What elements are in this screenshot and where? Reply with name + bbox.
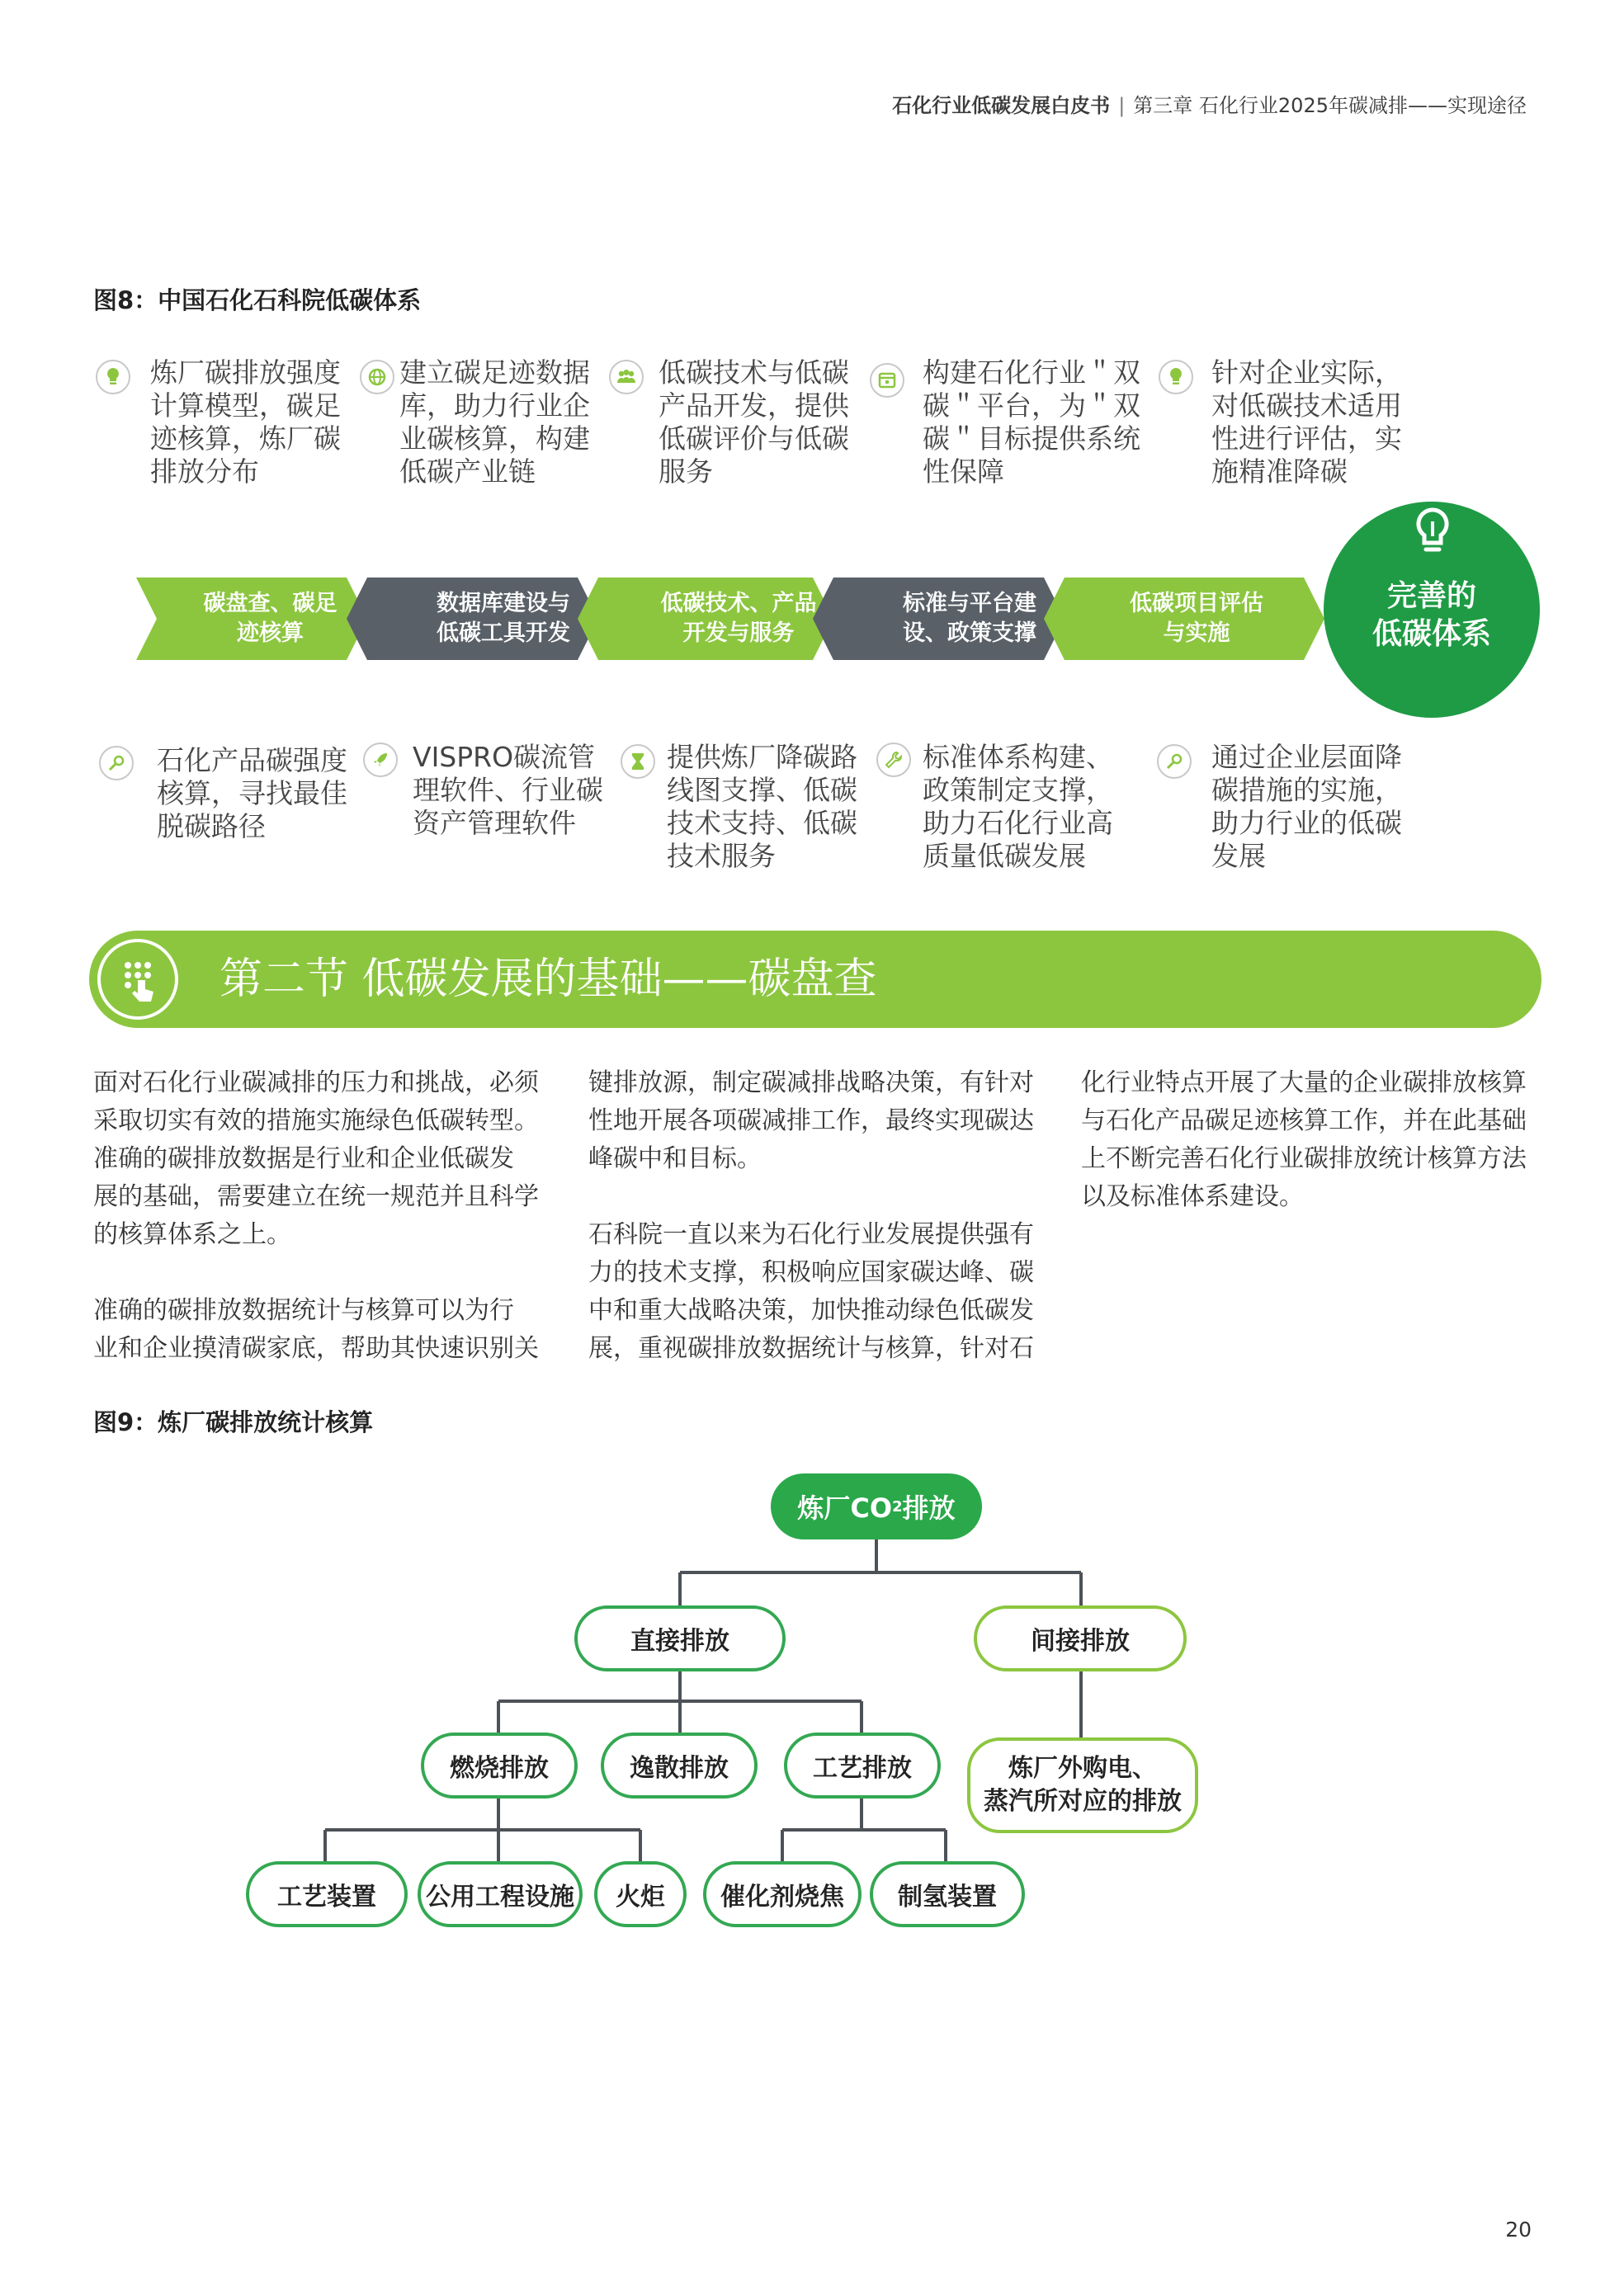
arrow-label-3-line: 开发与服务 [682, 620, 795, 646]
text-line: 性地开展各项碳减排工作，最终实现碳达 [588, 1106, 1034, 1135]
top-item-3-line: 低碳技术与低碳 [659, 356, 849, 389]
text-line: 以及标准体系建设。 [1081, 1182, 1304, 1211]
text-line: 化行业特点开展了大量的企业碳排放核算 [1081, 1068, 1527, 1097]
node-utilities: 公用工程设施 [418, 1861, 583, 1927]
arrow-label-1-line: 碳盘查、碳足 [203, 591, 338, 616]
node-purchased-line: 炼厂外购电、 [1008, 1754, 1157, 1783]
text-line: 面对石化行业碳减排的压力和挑战，必须 [93, 1068, 539, 1097]
bottom-item-4-line: 标准体系构建、 [923, 741, 1113, 773]
top-item-4-line: 性保障 [923, 455, 1004, 488]
top-item-5-line: 对低碳技术适用 [1211, 389, 1402, 422]
top-item-4-line: 构建石化行业＂双 [923, 356, 1140, 389]
top-item-2-line: 低碳产业链 [399, 455, 536, 488]
top-item-3-line: 产品开发，提供 [659, 389, 849, 422]
bottom-item-3-line: 技术支持、低碳 [667, 807, 857, 839]
text-line: 峰碳中和目标。 [588, 1144, 762, 1173]
bottom-item-5-line: 发展 [1211, 840, 1266, 872]
text-line: 展的基础，需要建立在统一规范并且科学 [93, 1182, 539, 1211]
goal-label-line: 完善的 [1386, 579, 1476, 613]
node-process-emission: 工艺排放 [784, 1733, 941, 1799]
section-title: 第二节 低碳发展的基础——碳盘查 [220, 955, 877, 1004]
top-item-2-line: 业碳核算，构建 [399, 422, 590, 455]
bottom-item-1-line: 石化产品碳强度 [157, 744, 347, 776]
arrow-label-2-line: 数据库建设与 [437, 591, 570, 616]
text-line: 采取切实有效的措施实施绿色低碳转型。 [93, 1106, 539, 1135]
bottom-item-5-line: 助力行业的低碳 [1211, 807, 1402, 839]
node-fugitive-emission: 逸散排放 [601, 1733, 758, 1799]
node-refinery-co2 [771, 1473, 982, 1539]
arrow-label-2-line: 低碳工具开发 [437, 620, 570, 646]
top-item-3-line: 服务 [659, 455, 713, 488]
bottom-item-2-line: 理软件、行业碳 [413, 774, 603, 806]
node-refinery-co2-sub: 2 [892, 1497, 903, 1516]
chapter-title: 第三章 石化行业2025年碳减排——实现途径 [1133, 94, 1527, 117]
text-line: 业和企业摸清碳家底，帮助其快速识别关 [93, 1334, 539, 1363]
node-hydrogen-unit: 制氢装置 [870, 1861, 1025, 1927]
arrow-label-3-line: 低碳技术、产品 [660, 591, 817, 616]
node-indirect-emission: 间接排放 [974, 1605, 1187, 1671]
bottom-item-4-line: 政策制定支撑， [923, 774, 1113, 806]
top-item-4-line: 碳＂平台，为＂双 [923, 389, 1140, 422]
top-item-1-line: 炼厂碳排放强度 [150, 356, 341, 389]
bottom-item-1-line: 核算，寻找最佳 [157, 777, 347, 809]
text-line: 与石化产品碳足迹核算工作，并在此基础 [1081, 1106, 1527, 1135]
top-item-2-line: 建立碳足迹数据 [399, 356, 590, 389]
arrow-label-4-line: 设、政策支撑 [903, 620, 1036, 646]
node-refinery-co2-suffix: 排放 [902, 1492, 956, 1524]
goal-label-line: 低碳体系 [1371, 617, 1491, 651]
bottom-item-4-line: 质量低碳发展 [923, 840, 1086, 872]
text-line: 上不断完善石化行业碳排放统计核算方法 [1081, 1144, 1527, 1173]
bottom-item-3-line: 线图支撑、低碳 [667, 774, 857, 806]
text-line: 展，重视碳排放数据统计与核算，针对石 [588, 1334, 1034, 1363]
top-item-1-line: 排放分布 [150, 455, 259, 488]
node-flare: 火炬 [594, 1861, 687, 1927]
top-item-5-line: 施精准降碳 [1211, 455, 1348, 488]
bottom-item-2-line: 资产管理软件 [413, 807, 576, 839]
node-purchased-power-steam [967, 1737, 1198, 1833]
bottom-item-3-line: 技术服务 [667, 840, 776, 872]
top-item-2-line: 库，助力行业企 [399, 389, 590, 422]
header-separator: | [1118, 94, 1126, 117]
text-line: 的核算体系之上。 [93, 1220, 291, 1249]
top-item-5-line: 针对企业实际， [1211, 356, 1402, 389]
top-item-5-line: 性进行评估，实 [1211, 422, 1402, 455]
page-number: 20 [1505, 2218, 1532, 2242]
doc-title: 石化行业低碳发展白皮书 [892, 94, 1111, 117]
bottom-item-5-line: 通过企业层面降 [1211, 741, 1402, 773]
node-process-units: 工艺装置 [246, 1861, 408, 1927]
node-combustion-emission: 燃烧排放 [421, 1733, 578, 1799]
arrow-label-5-line: 低碳项目评估 [1130, 591, 1263, 616]
top-item-4-line: 碳＂目标提供系统 [923, 422, 1140, 455]
node-purchased-line: 蒸汽所对应的排放 [984, 1787, 1182, 1816]
top-item-3-line: 低碳评价与低碳 [659, 422, 849, 455]
text-line: 准确的碳排放数据统计与核算可以为行 [93, 1296, 514, 1325]
arrow-label-4-line: 标准与平台建 [903, 591, 1036, 616]
bottom-item-5-line: 碳措施的实施， [1211, 774, 1402, 806]
text-line: 力的技术支撑，积极响应国家碳达峰、碳 [588, 1258, 1034, 1287]
arrow-label-5-line: 与实施 [1163, 620, 1230, 646]
bottom-item-2-line: VISPRO碳流管 [413, 741, 596, 773]
bottom-item-1-line: 脱碳路径 [157, 810, 266, 842]
figure8-caption: 图8：中国石化石科院低碳体系 [93, 286, 422, 314]
top-item-1-line: 迹核算，炼厂碳 [150, 422, 341, 455]
text-line: 中和重大战略决策，加快推动绿色低碳发 [588, 1296, 1034, 1325]
node-catalyst-coke-burning: 催化剂烧焦 [703, 1861, 862, 1927]
top-item-1-line: 计算模型，碳足 [150, 389, 341, 422]
arrow-label-1-line: 迹核算 [237, 620, 304, 646]
bottom-item-3-line: 提供炼厂降碳路 [667, 741, 857, 773]
node-refinery-co2-prefix: 炼厂CO [797, 1492, 893, 1524]
bottom-item-4-line: 助力石化行业高 [923, 807, 1113, 839]
text-line: 准确的碳排放数据是行业和企业低碳发 [93, 1144, 514, 1173]
node-direct-emission: 直接排放 [574, 1605, 786, 1671]
figure9-caption: 图9：炼厂碳排放统计核算 [93, 1408, 374, 1436]
text-line: 键排放源，制定碳减排战略决策，有针对 [588, 1068, 1034, 1097]
text-line: 石科院一直以来为石化行业发展提供强有 [588, 1220, 1034, 1249]
